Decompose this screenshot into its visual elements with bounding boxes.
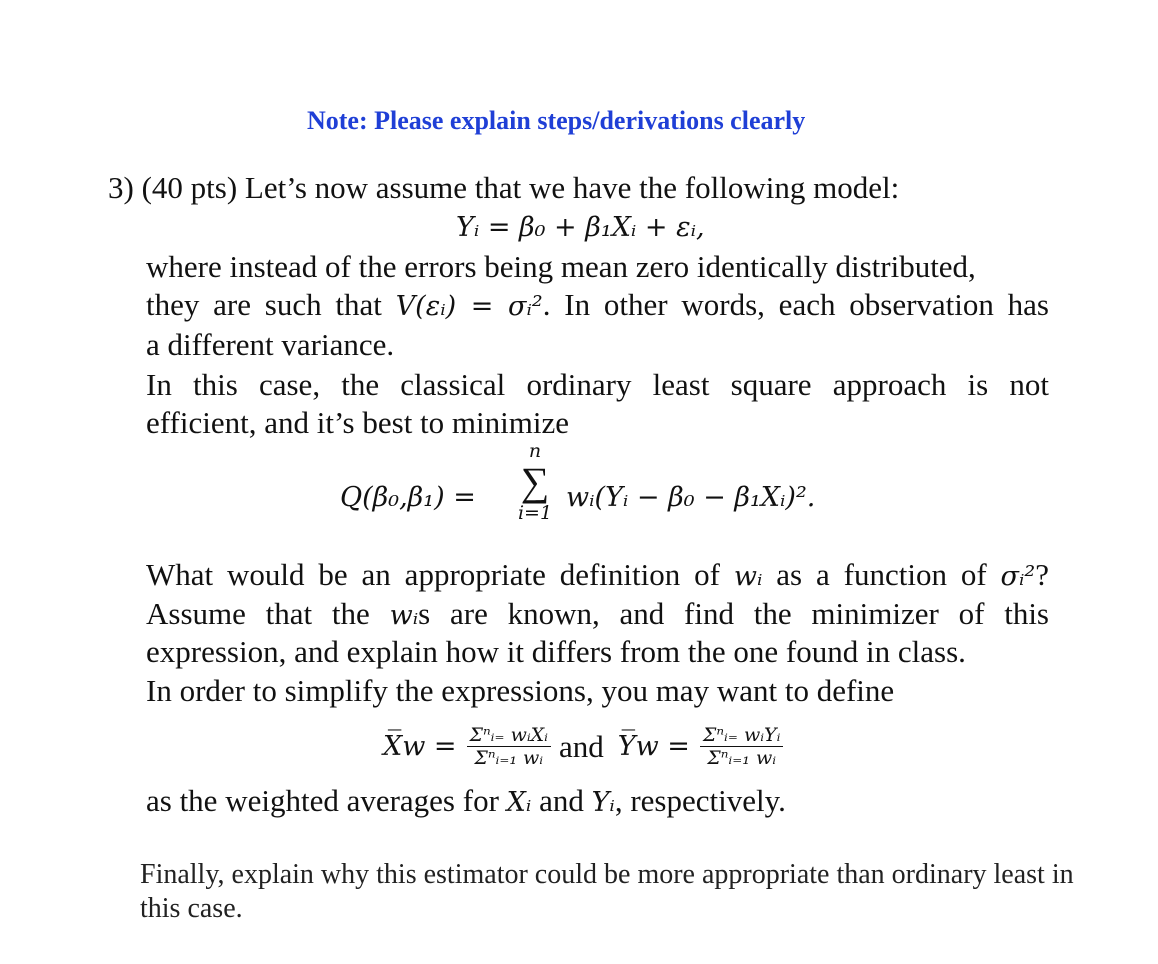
- line10-prefix: as the weighted averages for: [146, 783, 507, 818]
- final-question: Finally, explain why this estimator could be more appropriate than ordinary least in this case.: [140, 859, 1074, 924]
- sum-upper-limit: n: [528, 440, 542, 462]
- and-word: and: [559, 728, 604, 764]
- ybar-lhs: Y̅w =: [617, 730, 690, 762]
- question-line-1: where instead of the errors being mean zero identically distributed,: [146, 249, 976, 284]
- y-symbol: Yᵢ: [591, 787, 615, 818]
- ybar-denominator: Σⁿᵢ₌₁ wᵢ: [707, 746, 777, 769]
- question-line-5: efficient, and it’s best to minimize: [146, 405, 569, 440]
- sigma-squared-symbol: σᵢ²: [1000, 561, 1036, 592]
- q-function-lhs: Q(β₀,β₁) =: [340, 482, 476, 513]
- line6-suffix: ?: [1035, 557, 1049, 592]
- weight-symbol-2: wᵢ: [389, 600, 419, 631]
- weighted-average-definitions: [383, 716, 783, 776]
- note-heading: Note: Please explain steps/derivations clearly: [307, 106, 806, 135]
- line2-suffix: . In other words, each observation has: [542, 287, 1049, 322]
- q-function-rhs: wᵢ(Yᵢ − β₀ − β₁Xᵢ)².: [566, 482, 816, 513]
- xbar-numerator: Σⁿᵢ₌ wᵢXᵢ: [467, 724, 551, 747]
- line6-prefix: What would be an appropriate definition of: [146, 557, 734, 592]
- xbar-lhs: X̅w =: [383, 730, 457, 762]
- line2-prefix: they are such that: [146, 287, 396, 322]
- question-line-2: [146, 285, 1049, 326]
- sum-lower-limit: i=1: [517, 502, 553, 524]
- question-line-8: expression, and explain how it differs from the one found in class.: [146, 634, 966, 669]
- line7-prefix: Assume that the: [146, 596, 390, 631]
- xbar-denominator: Σⁿᵢ₌₁ wᵢ: [474, 746, 544, 769]
- x-symbol: Xᵢ: [506, 787, 532, 818]
- summation: [508, 440, 562, 524]
- ybar-numerator: Σⁿᵢ₌ wᵢYᵢ: [700, 724, 783, 747]
- question-line-9: In order to simplify the expressions, you may want to define: [146, 673, 895, 708]
- variance-expression: V(εᵢ) = σᵢ²: [395, 291, 543, 322]
- question-header: 3) (40 pts) Let’s now assume that we have the following model:: [108, 170, 900, 205]
- question-line-7: [146, 594, 1049, 635]
- question-line-4: In this case, the classical ordinary least square approach is not: [146, 367, 1049, 402]
- question-line-6: [146, 555, 1049, 596]
- line10-and: and: [531, 783, 592, 818]
- question-line-10: [146, 781, 786, 822]
- model-equation: Yᵢ = β₀ + β₁Xᵢ + εᵢ,: [456, 212, 705, 243]
- line7-suffix: s are known, and find the minimizer of this: [418, 596, 1049, 631]
- question-line-3: a different variance.: [146, 327, 395, 362]
- weight-symbol: wᵢ: [733, 561, 763, 592]
- ybar-fraction: [700, 724, 783, 769]
- sigma-icon: ∑: [520, 459, 550, 504]
- line10-suffix: , respectively.: [614, 783, 786, 818]
- xbar-fraction: [467, 724, 551, 769]
- line6-middle: as a function of: [762, 557, 1001, 592]
